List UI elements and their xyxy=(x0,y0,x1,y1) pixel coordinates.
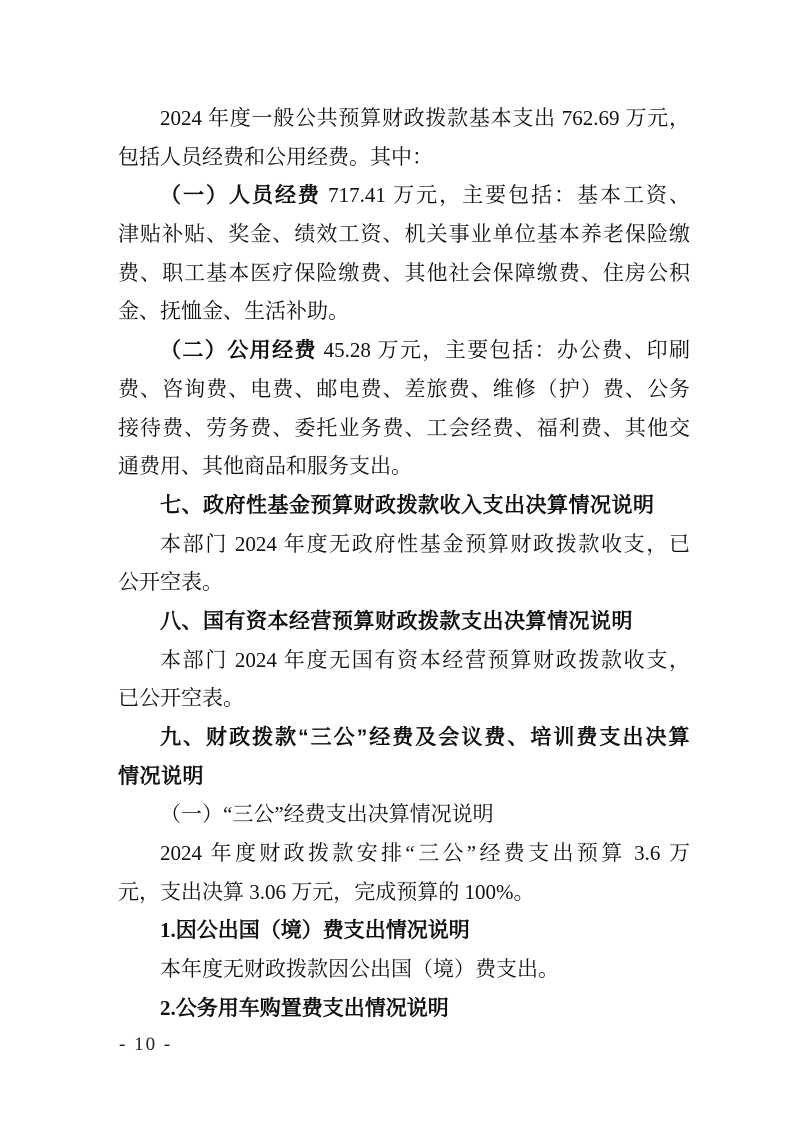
para-section-7-line xyxy=(118,525,690,564)
text-run: 情况说明 xyxy=(118,764,204,788)
text-run: 本部门 2024 年度无政府性基金预算财政拨款收支，已 xyxy=(160,531,690,556)
subitem-abroad-expense-line xyxy=(118,911,690,950)
text-run: 费、职工基本医疗保险缴费、其他社会保障缴费、住房公积 xyxy=(118,260,690,285)
text-run: （一）人员经费 xyxy=(160,183,321,208)
document-body xyxy=(118,99,690,1028)
para-sangong-budget-line xyxy=(118,834,690,873)
text-run: 2024 年度财政拨款安排“三公”经费支出预算 3.6 万 xyxy=(160,841,690,866)
para-personnel-expense-line xyxy=(118,215,690,254)
text-run: 包括人员经费和公用经费。其中： xyxy=(118,144,433,169)
text-run: 本年度无财政拨款因公出国（境）费支出。 xyxy=(160,957,559,982)
subheading-sangong-line xyxy=(118,795,690,834)
text-run: 八、国有资本经营预算财政拨款支出决算情况说明 xyxy=(160,609,633,633)
text-run: （二）公用经费 xyxy=(160,338,317,363)
para-personnel-expense-line xyxy=(118,292,690,331)
para-basic-expenditure-line xyxy=(118,99,690,138)
text-run: 接待费、劳务费、委托业务费、工会经费、福利费、其他交 xyxy=(118,415,690,440)
text-run: 九、财政拨款“三公”经费及会议费、培训费支出决算 xyxy=(160,726,690,749)
text-run: 费、咨询费、电费、邮电费、差旅费、维修（护）费、公务 xyxy=(118,376,690,401)
para-basic-expenditure-line xyxy=(118,138,690,177)
text-run: 公开空表。 xyxy=(118,570,223,595)
text-run: 本部门 2024 年度无国有资本经营预算财政拨款收支， xyxy=(160,647,690,672)
para-personnel-expense-line xyxy=(118,254,690,293)
para-public-expense-line xyxy=(118,370,690,409)
heading-section-9-line xyxy=(118,757,690,796)
text-run: 元，支出决算 3.06 万元，完成预算的 100%。 xyxy=(118,879,535,904)
text-run: 2.公务用车购置费支出情况说明 xyxy=(160,995,449,1020)
text-run: 金、抚恤金、生活补助。 xyxy=(118,299,349,324)
subitem-vehicle-purchase-line xyxy=(118,989,690,1028)
text-run: 已公开空表。 xyxy=(118,686,244,711)
text-run: 2024 年度一般公共预算财政拨款基本支出 762.69 万元， xyxy=(160,106,690,130)
para-section-7-line xyxy=(118,563,690,602)
text-run: （一）“三公”经费支出决算情况说明 xyxy=(160,802,494,827)
heading-section-8-line xyxy=(118,602,690,641)
heading-section-9-line xyxy=(118,718,690,757)
para-public-expense-line xyxy=(118,409,690,448)
para-section-8-line xyxy=(118,679,690,718)
para-sangong-budget-line xyxy=(118,873,690,912)
para-abroad-expense-line xyxy=(118,950,690,989)
para-personnel-expense-line xyxy=(118,176,690,215)
text-run: 七、政府性基金预算财政拨款收入支出决算情况说明 xyxy=(160,493,655,517)
heading-section-7-line xyxy=(118,486,690,525)
text-run: 津贴补贴、奖金、绩效工资、机关事业单位基本养老保险缴 xyxy=(118,222,690,247)
text-run: 45.28 万元，主要包括：办公费、印刷 xyxy=(316,338,690,363)
text-run: 717.41 万元，主要包括：基本工资、 xyxy=(320,183,690,208)
page-number: - 10 - xyxy=(119,1034,173,1055)
text-run: 1.因公出国（境）费支出情况说明 xyxy=(160,918,470,943)
para-public-expense-line xyxy=(118,331,690,370)
text-run: 通费用、其他商品和服务支出。 xyxy=(118,454,412,479)
para-section-8-line xyxy=(118,641,690,680)
para-public-expense-line xyxy=(118,447,690,486)
